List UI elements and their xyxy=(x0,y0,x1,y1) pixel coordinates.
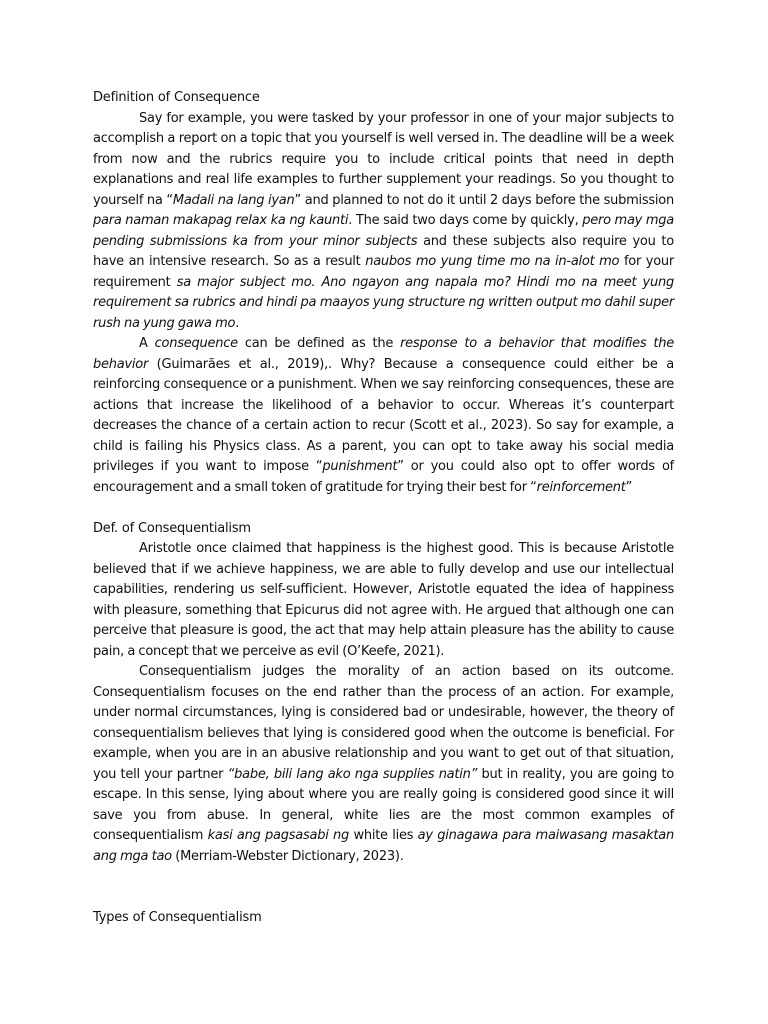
italic-text: consequence xyxy=(154,336,238,351)
section-heading-consequentialism: Def. of Consequentialism xyxy=(93,520,251,536)
spacer xyxy=(93,498,674,519)
text-run: can be defined as the xyxy=(237,336,401,351)
italic-text: sa major subject mo. Ano ngayon ang napala mo? Hindi mo na meet yung requirement sa rubrics and hindi pa maayos yung structure ng written output mo dahil super rush na yung gawa mo xyxy=(93,274,674,331)
text-run: ” xyxy=(625,479,633,495)
text-run: Aristotle once claimed that happiness is the highest good. This is because Aristotle believed that if we achieve happiness, we are able to fully develop and use our intellectual capabilities, rendering us self-sufficient. However, Aristotle equated the idea of happiness with pleasure, something that Epicurus did not agree with. He argued that although one can perceive that pleasure is good, the act that may help attain pleasure has the ability to cause pain, a concept that we perceive as evil (O’Keefe, 2021). xyxy=(93,541,674,659)
text-run: . xyxy=(235,315,240,331)
text-run: white lies xyxy=(349,828,418,843)
paragraph xyxy=(93,662,674,867)
italic-text: Madali na lang iyan xyxy=(172,192,295,208)
spacer xyxy=(93,867,674,908)
italic-text: “babe, bili lang ako nga supplies natin” xyxy=(227,766,478,782)
text-run: A xyxy=(139,336,155,351)
italic-text: naubos mo yung time mo na in-alot mo xyxy=(365,254,620,269)
section-heading-consequence: Definition of Consequence xyxy=(93,90,260,105)
italic-text: reinforcement xyxy=(536,479,626,495)
text-run: but in reality, you are going to escape. In this sense, lying about where you are really going is considered good since it will save you from abuse. In general, white lies are the most common examples of consequentialism xyxy=(93,766,674,843)
section-heading-types: Types of Consequentialism xyxy=(93,910,262,925)
italic-text: pero may mga pending submissions ka from your minor subjects xyxy=(93,213,674,249)
italic-text: response to a behavior that modifies the behavior xyxy=(93,336,674,372)
text-run: ” or you could also opt to offer words of encouragement and a small token of gratitude for trying their best for “ xyxy=(93,459,674,495)
text-run: for your requirement xyxy=(93,254,675,290)
text-run: and these subjects also require you to have an intensive research. So as a result xyxy=(93,233,674,269)
text-run: (Merriam-Webster Dictionary, 2023). xyxy=(171,848,404,864)
italic-text: kasi ang pagsasabi ng xyxy=(207,828,350,843)
text-run: Say for example, you were tasked by your professor in one of your major subjects to accomplish a report on a topic that you yourself is well versed in. The deadline will be a week from now and the rubrics require you to include critical points that need in depth explanations and real life examples to further supplement your readings. So you thought to yourself na “ xyxy=(93,110,674,208)
text-run: ” and planned to not do it until 2 days before the submission xyxy=(294,192,674,208)
italic-text: ay ginagawa para maiwasang masaktan ang mga tao xyxy=(93,828,674,864)
italic-text: para naman makapag relax ka ng kaunti xyxy=(93,213,349,228)
paragraph xyxy=(93,334,674,498)
text-run: Consequentialism judges the morality of an action based on its outcome. Consequentialism focuses on the end rather than the process of an action. For example, under normal circumstances, lying is considered bad or undesirable, however, the theory of consequentialism believes that lying is considered good when the outcome is beneficial. For example, when you are in an abusive relationship and you want to get out of that situation, you tell your partner xyxy=(93,664,674,782)
paragraph xyxy=(93,109,674,335)
text-run: (Guimarães et al., 2019),. Why? Because a consequence could either be a reinforcing consequence or a punishment. When we say reinforcing consequences, these are actions that increase the likelihood of a behavior to occur. Whereas it’s counterpart decreases the chance of a certain action to recur (Scott et al., 2023). So say for example, a child is failing his Physics class. As a parent, you can opt to take away his social media privileges if you want to impose “ xyxy=(93,356,674,474)
paragraph xyxy=(93,539,674,662)
text-run: . The said two days come by quickly, xyxy=(348,213,583,228)
italic-text: punishment xyxy=(322,459,398,474)
